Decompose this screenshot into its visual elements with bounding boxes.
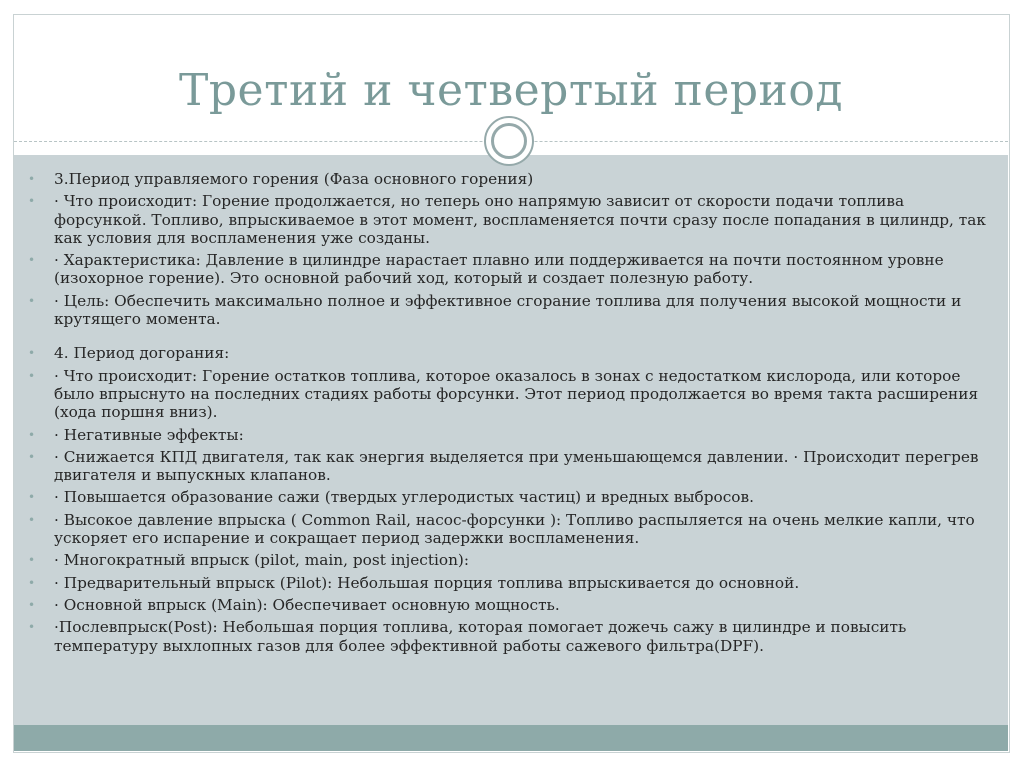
list-item-text: ·Послевпрыск(Post): Небольшая порция топлива, которая помогает дожечь сажу в цилиндре и повысить температуру выхлопных газов для более эффективной работы сажевого фильтра(DPF). <box>54 618 907 655</box>
list-item-text: · Снижается КПД двигателя, так как энергия выделяется при уменьшающемся давлении. · Происходит перегрев двигателя и выпускных клапанов. <box>54 447 979 485</box>
bullet-icon: • <box>28 553 36 568</box>
list-item <box>28 251 990 288</box>
list-item-text: · Повышается образование сажи (твердых углеродистых частиц) и вредных выбросов. <box>54 488 754 507</box>
list-item <box>28 595 990 614</box>
bullet-icon: • <box>28 597 36 612</box>
list-item-text: · Многократный впрыск (pilot, main, post injection): <box>54 551 470 570</box>
list-item-text: · Негативные эффекты: <box>54 425 244 444</box>
list-item <box>28 291 990 329</box>
bullet-icon: • <box>28 253 36 268</box>
circle-ornament-icon <box>484 116 534 166</box>
circle-ornament-inner <box>491 123 527 159</box>
footer-band <box>14 725 1008 751</box>
list-item-text: · Что происходит: Горение продолжается, но теперь оно напрямую зависит от скорости подачи топлива форсункой. Топливо, впрыскиваемое в этот момент, воспламеняется почти сразу после попадания в цилиндр, так как условия для воспламенения уже созданы. <box>54 192 986 247</box>
list-item <box>28 366 990 422</box>
bullet-icon: • <box>28 490 36 505</box>
list-item <box>28 573 990 592</box>
bullet-icon: • <box>28 620 36 635</box>
list-item-text: · Цель: Обеспечить максимально полное и эффективное сгорание топлива для получения высокой мощности и крутящего момента. <box>54 291 962 329</box>
list-item-text: · Предварительный впрыск (Pilot): Небольшая порция топлива впрыскивается до основной. <box>54 573 800 592</box>
bullet-icon: • <box>28 346 36 361</box>
bullet-icon: • <box>28 172 36 186</box>
list-item-text: · Высокое давление впрыска ( Common Rail, насос-форсунки ): Топливо распыляется на очень мелкие капли, что ускоряет его испарение и сокращает период задержки воспламенения. <box>54 510 975 548</box>
bullet-icon: • <box>28 368 36 383</box>
list-item <box>28 488 990 507</box>
list-item-text: · Основной впрыск (Main): Обеспечивает основную мощность. <box>54 595 560 614</box>
slide-title: Третий и четвертый период <box>179 65 843 116</box>
bullet-icon: • <box>28 512 36 527</box>
list-item <box>28 510 990 548</box>
list-item-text: 4. Период догорания: <box>54 344 230 363</box>
bullet-icon: • <box>28 427 36 442</box>
bullet-icon: • <box>28 194 36 209</box>
list-item-text: · Характеристика: Давление в цилиндре нарастает плавно или поддерживается на почти постоянном уровне (изохорное горение). Это основной рабочий ход, который и создает полезную работу. <box>54 251 944 288</box>
bullet-list <box>28 170 990 659</box>
list-item <box>28 618 990 655</box>
list-item <box>28 425 990 444</box>
list-item <box>28 447 990 485</box>
list-item-text: · Что происходит: Горение остатков топлива, которое оказалось в зонах с недостатком кислорода, или которое было впрыснуто на последних стадиях работы форсунки. Этот период продолжается во время такта расширения (хода поршня вниз). <box>54 366 979 422</box>
bullet-icon: • <box>28 293 36 308</box>
list-item <box>28 170 990 188</box>
bullet-icon: • <box>28 449 36 464</box>
list-item <box>28 344 990 363</box>
list-item <box>28 551 990 570</box>
list-item <box>28 192 990 247</box>
bullet-icon: • <box>28 575 36 590</box>
list-item-text: 3.Период управляемого горения (Фаза основного горения) <box>54 170 534 188</box>
